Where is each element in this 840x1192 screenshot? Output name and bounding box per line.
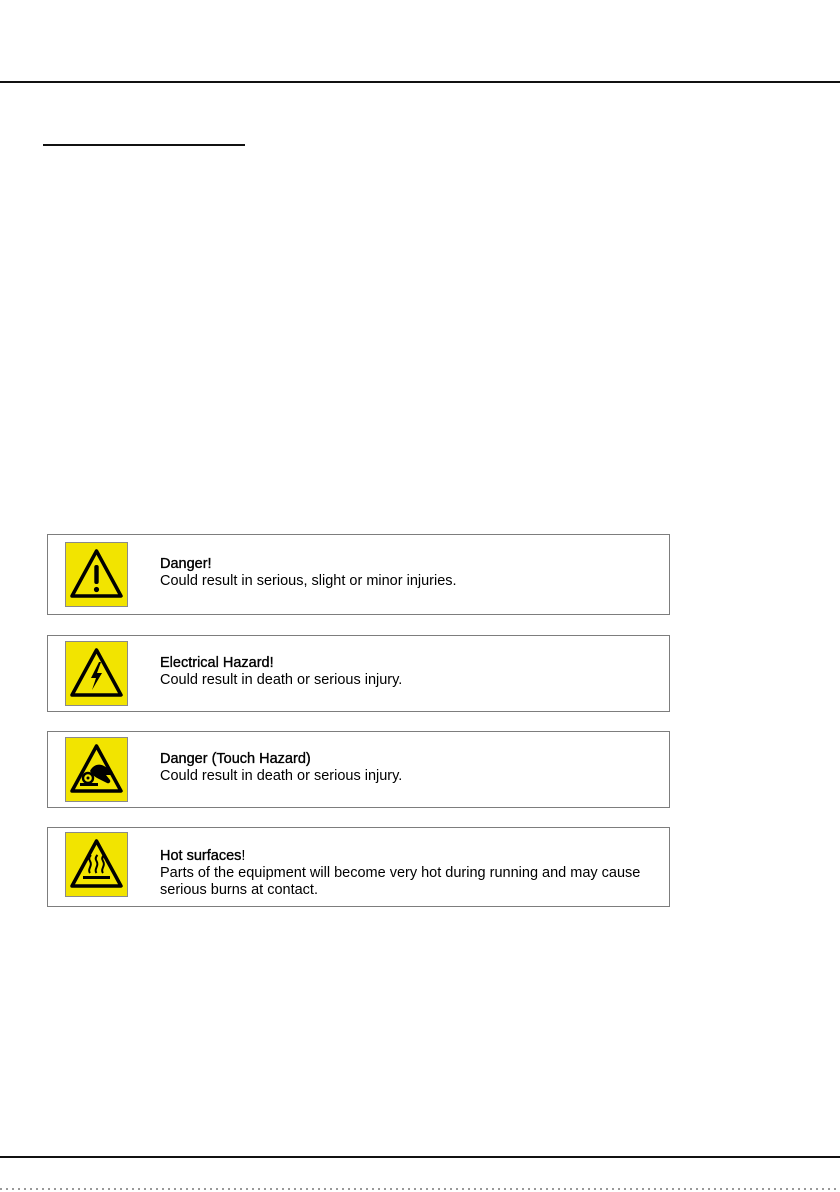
header-rule: [0, 81, 840, 83]
warning-description: Could result in serious, slight or minor injuries.: [160, 573, 457, 589]
warning-sign: [65, 737, 128, 802]
section-heading-underline: [43, 144, 245, 146]
warning-box-hot-surfaces: [47, 827, 670, 907]
warning-description: Could result in death or serious injury.: [160, 768, 403, 784]
footer-dotted-edge: [0, 1188, 840, 1190]
warning-title: Hot surfaces!: [160, 848, 246, 864]
warning-description: Parts of the equipment will become very hot during running and may cause serious burns at contact.: [160, 865, 641, 898]
hot-surface-icon: [66, 833, 127, 896]
warning-sign: [65, 641, 128, 706]
warning-text: [160, 556, 661, 590]
warning-text: [160, 655, 661, 689]
warning-box-danger: [47, 534, 670, 615]
lightning-bolt-icon: [66, 642, 127, 705]
warning-sign: [65, 542, 128, 607]
warning-title: Electrical Hazard!: [160, 655, 274, 671]
exclamation-icon: [66, 543, 127, 606]
warning-title: Danger (Touch Hazard): [160, 751, 311, 767]
warning-text: [160, 848, 661, 899]
hand-crush-icon: [66, 738, 127, 801]
warning-box-touch: [47, 731, 670, 808]
footer-rule: [0, 1156, 840, 1158]
warning-sign: [65, 832, 128, 897]
warning-text: [160, 751, 661, 785]
warning-title: Danger!: [160, 556, 212, 572]
warning-box-electrical: [47, 635, 670, 712]
warning-description: Could result in death or serious injury.: [160, 672, 403, 688]
